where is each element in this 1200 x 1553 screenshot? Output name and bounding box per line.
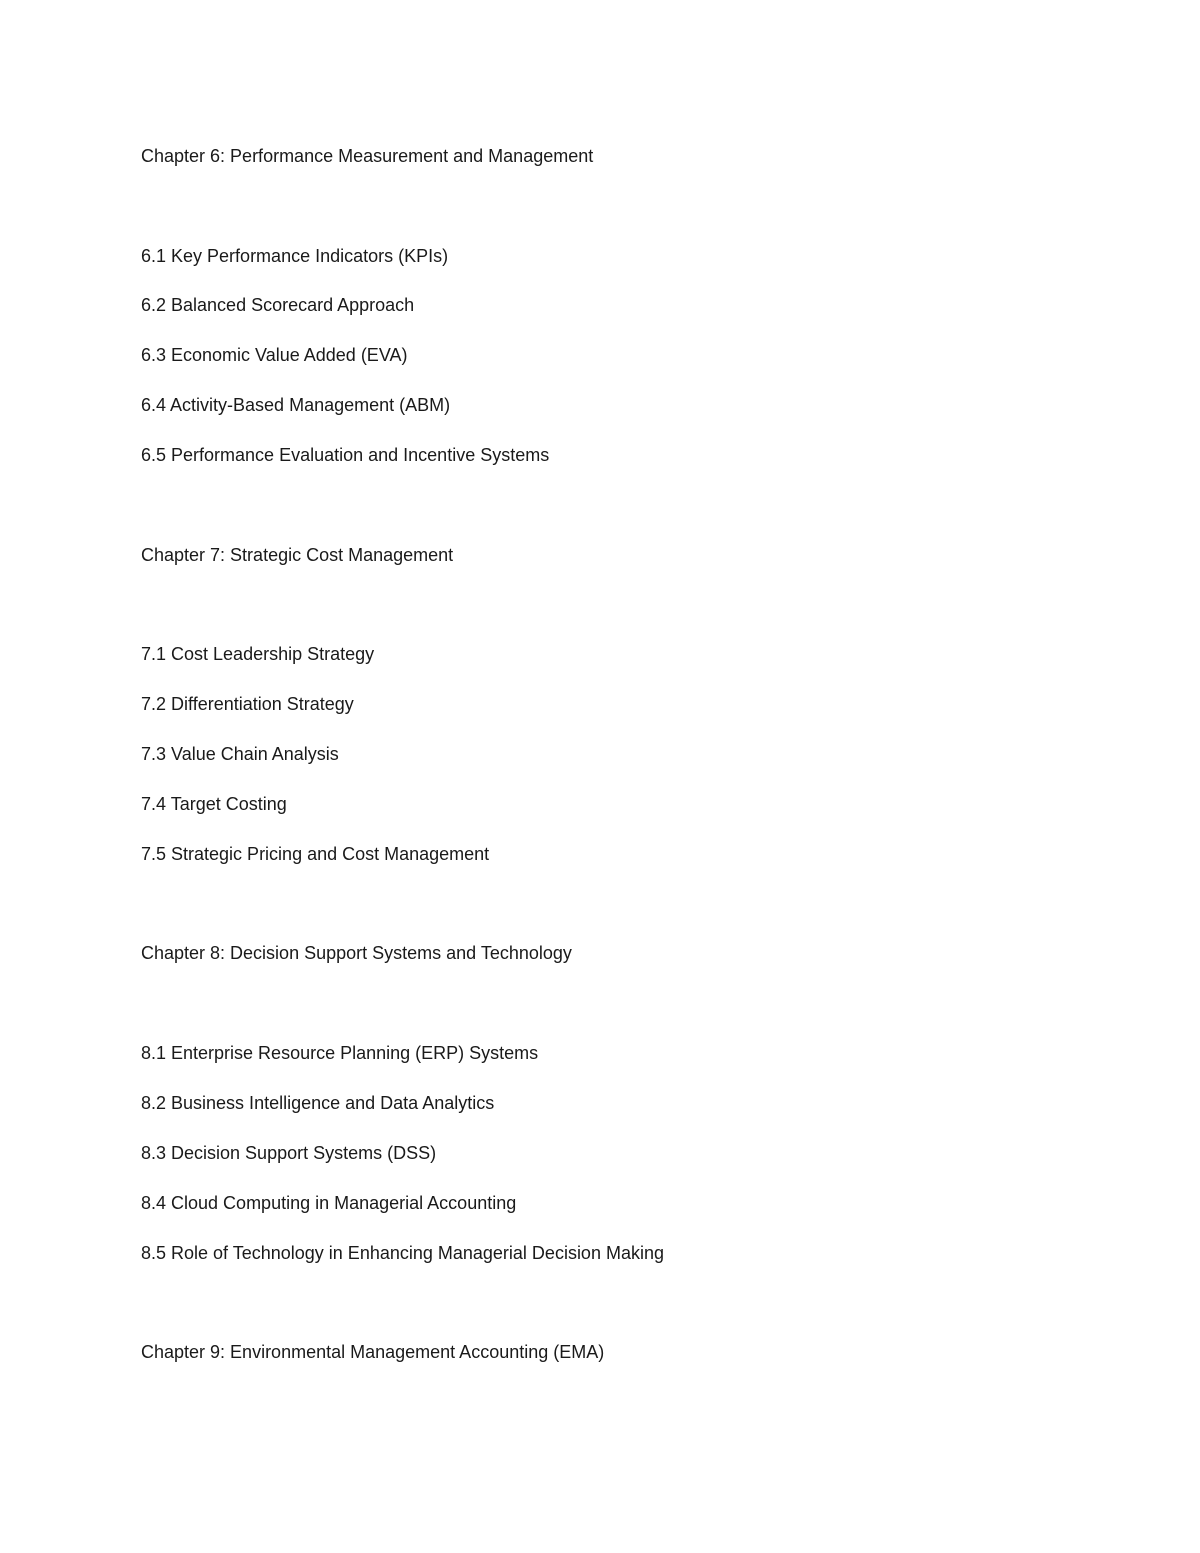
section-item: 8.3 Decision Support Systems (DSS) bbox=[141, 1143, 437, 1163]
section-item: 8.5 Role of Technology in Enhancing Managerial Decision Making bbox=[141, 1243, 664, 1263]
section-item: 7.3 Value Chain Analysis bbox=[141, 744, 339, 764]
section-item: 7.5 Strategic Pricing and Cost Management bbox=[141, 844, 490, 864]
chapter-title: Chapter 9: Environmental Management Accounting (EMA) bbox=[141, 1342, 605, 1362]
section-item: 6.4 Activity-Based Management (ABM) bbox=[141, 395, 451, 415]
chapter-title: Chapter 6: Performance Measurement and Management bbox=[141, 146, 594, 166]
section-item: 7.4 Target Costing bbox=[141, 794, 287, 814]
section-item: 8.1 Enterprise Resource Planning (ERP) Systems bbox=[141, 1043, 539, 1063]
section-item: 6.3 Economic Value Added (EVA) bbox=[141, 345, 408, 365]
section-item: 7.1 Cost Leadership Strategy bbox=[141, 644, 375, 664]
section-item: 6.2 Balanced Scorecard Approach bbox=[141, 295, 415, 315]
section-item: 8.4 Cloud Computing in Managerial Accounting bbox=[141, 1193, 517, 1213]
section-item: 6.5 Performance Evaluation and Incentive Systems bbox=[141, 445, 550, 465]
chapter-title: Chapter 8: Decision Support Systems and Technology bbox=[141, 943, 572, 963]
section-item: 7.2 Differentiation Strategy bbox=[141, 694, 354, 714]
section-item: 6.1 Key Performance Indicators (KPIs) bbox=[141, 246, 449, 266]
section-item: 8.2 Business Intelligence and Data Analytics bbox=[141, 1093, 495, 1113]
chapter-title: Chapter 7: Strategic Cost Management bbox=[141, 545, 454, 565]
